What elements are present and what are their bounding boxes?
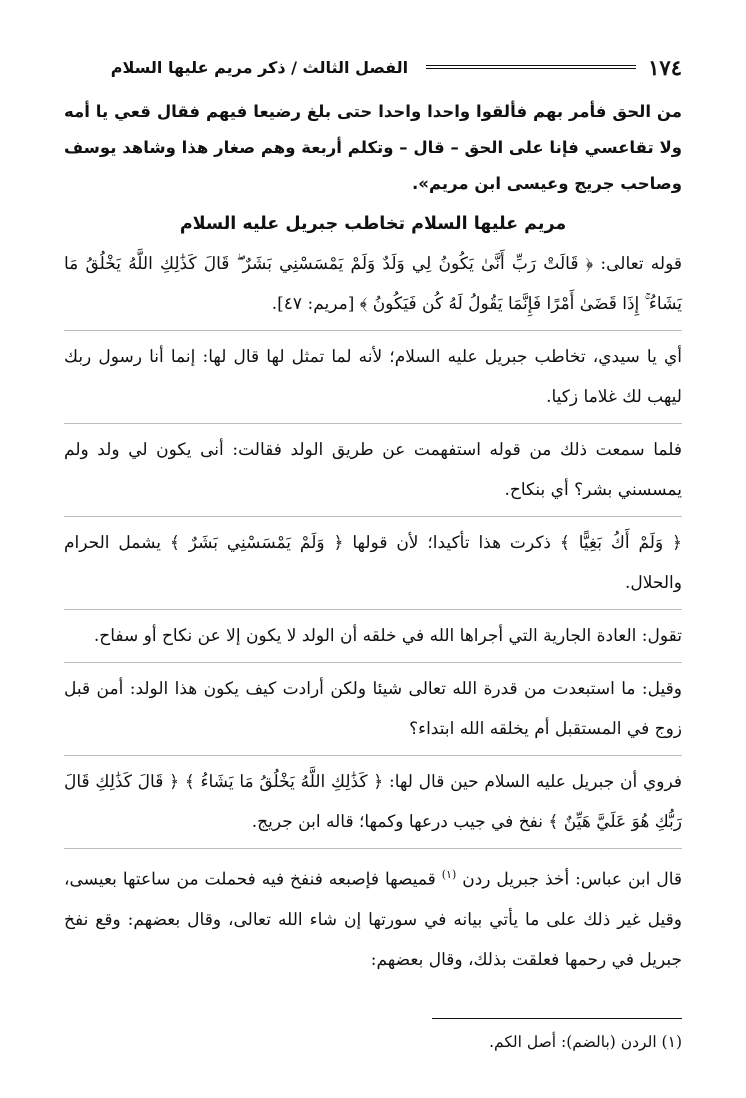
p8-start: قال ابن عباس: أخذ جبريل ردن — [456, 869, 683, 890]
p7-end: نفخ في جيب درعها وكمها؛ قاله ابن جريج. — [251, 812, 549, 832]
page-number: ١٧٤ — [648, 54, 682, 80]
paragraph-2: أي يا سيدي، تخاطب جبريل عليه السلام؛ لأنه لما تمثل لها قال لها: إنما أنا رسول ربك ليهب لك غلاما زكيا. — [64, 347, 682, 407]
p7-prefix: فروي أن جبريل عليه السلام حين قال لها: — [383, 772, 682, 792]
paragraph-3: فلما سمعت ذلك من قوله استفهمت عن طريق الولد فقالت: أنى يكون لي ولد ولم يمسسني بشر؟ أي بنكاح. — [64, 440, 682, 500]
section-title: مريم عليها السلام تخاطب جبريل عليه السلام — [179, 214, 567, 234]
book-page — [64, 50, 682, 1070]
paragraph-divider — [64, 423, 682, 424]
quran-verse: ﴿ قَالَ كَذَٰلِكِ قَالَ رَبُّكِ هُوَ عَلَيَّ هَيِّنٌ ﴾ — [64, 772, 682, 832]
page-header — [64, 50, 682, 84]
p8-end: قميصها فإصبعه فنفخ فيه فحملت من ساعتها بعيسى، وقيل غير ذلك على ما يأتي بيانه في سورتها إن شاء الله تعالى، وقال بعضهم: وقع نفخ جبريل في رحمها فعلقت بذلك، وقال بعضهم: — [64, 869, 682, 970]
p1-prefix: قوله تعالى: — [593, 254, 682, 274]
quran-verse: ﴿ قَالَتْ رَبِّ أَنَّىٰ يَكُونُ لِي وَلَدٌ وَلَمْ يَمْسَسْنِي بَشَرٌ ۖ قَالَ كَذَٰلِكِ اللَّهُ يَخْلُقُ مَا يَشَاءُ ۚ إِذَا قَضَىٰ أَمْرًا فَإِنَّمَا يَقُولُ لَهُ كُن فَيَكُونُ ﴾ — [64, 254, 682, 314]
quran-verse: ﴿ وَلَمْ أَكُ بَغِيًّا ﴾ — [559, 533, 682, 553]
paragraph-7 — [64, 762, 682, 842]
footnote-marker: (١) — [441, 868, 457, 881]
paragraph-divider — [64, 848, 682, 849]
paragraph-divider — [64, 755, 682, 756]
footnote-area — [64, 1018, 682, 1051]
intro-paragraph: من الحق فأمر بهم فألقوا واحدا واحدا حتى بلغ رضيعا فيهم فقال قعي يا أمه ولا تقاعسي فإنا على الحق – قال – وتكلم أربعة وهم صغار هذا وشاهد يوسف وصاحب جريج وعيسى ابن مريم». — [64, 102, 682, 193]
paragraph-divider — [64, 330, 682, 331]
footnote: (١) الردن (بالضم): أصل الكم. — [489, 1033, 682, 1051]
p4-mid: ذكرت هذا تأكيدا؛ لأن قولها — [343, 533, 560, 553]
running-head: الفصل الثالث / ذكر مريم عليها السلام — [110, 57, 409, 77]
quran-verse: ﴿ وَلَمْ يَمْسَسْنِي بَشَرٌ ﴾ — [169, 533, 344, 553]
body-text — [64, 94, 682, 980]
paragraph-divider — [64, 609, 682, 610]
paragraph-6: وقيل: ما استبعدت من قدرة الله تعالى شيئا ولكن أرادت كيف يكون هذا الولد: أمن قبل زوج في المستقبل أم يخلقه الله ابتداء؟ — [64, 679, 682, 739]
paragraph-8 — [64, 855, 682, 980]
footnote-rule — [432, 1018, 682, 1019]
paragraph-5: تقول: العادة الجارية التي أجراها الله في خلقه أن الولد لا يكون إلا عن نكاح أو سفاح. — [93, 626, 682, 646]
paragraph-divider — [64, 662, 682, 663]
paragraph-4 — [64, 523, 682, 603]
header-rule — [426, 65, 636, 69]
paragraph-1 — [64, 244, 682, 324]
paragraph-divider — [64, 516, 682, 517]
p4-end: يشمل الحرام والحلال. — [64, 533, 682, 593]
verse-reference: [مريم: ٤٧]. — [271, 294, 360, 314]
quran-verse: ﴿ كَذَٰلِكِ اللَّهُ يَخْلُقُ مَا يَشَاءُ ﴾ — [184, 772, 384, 792]
